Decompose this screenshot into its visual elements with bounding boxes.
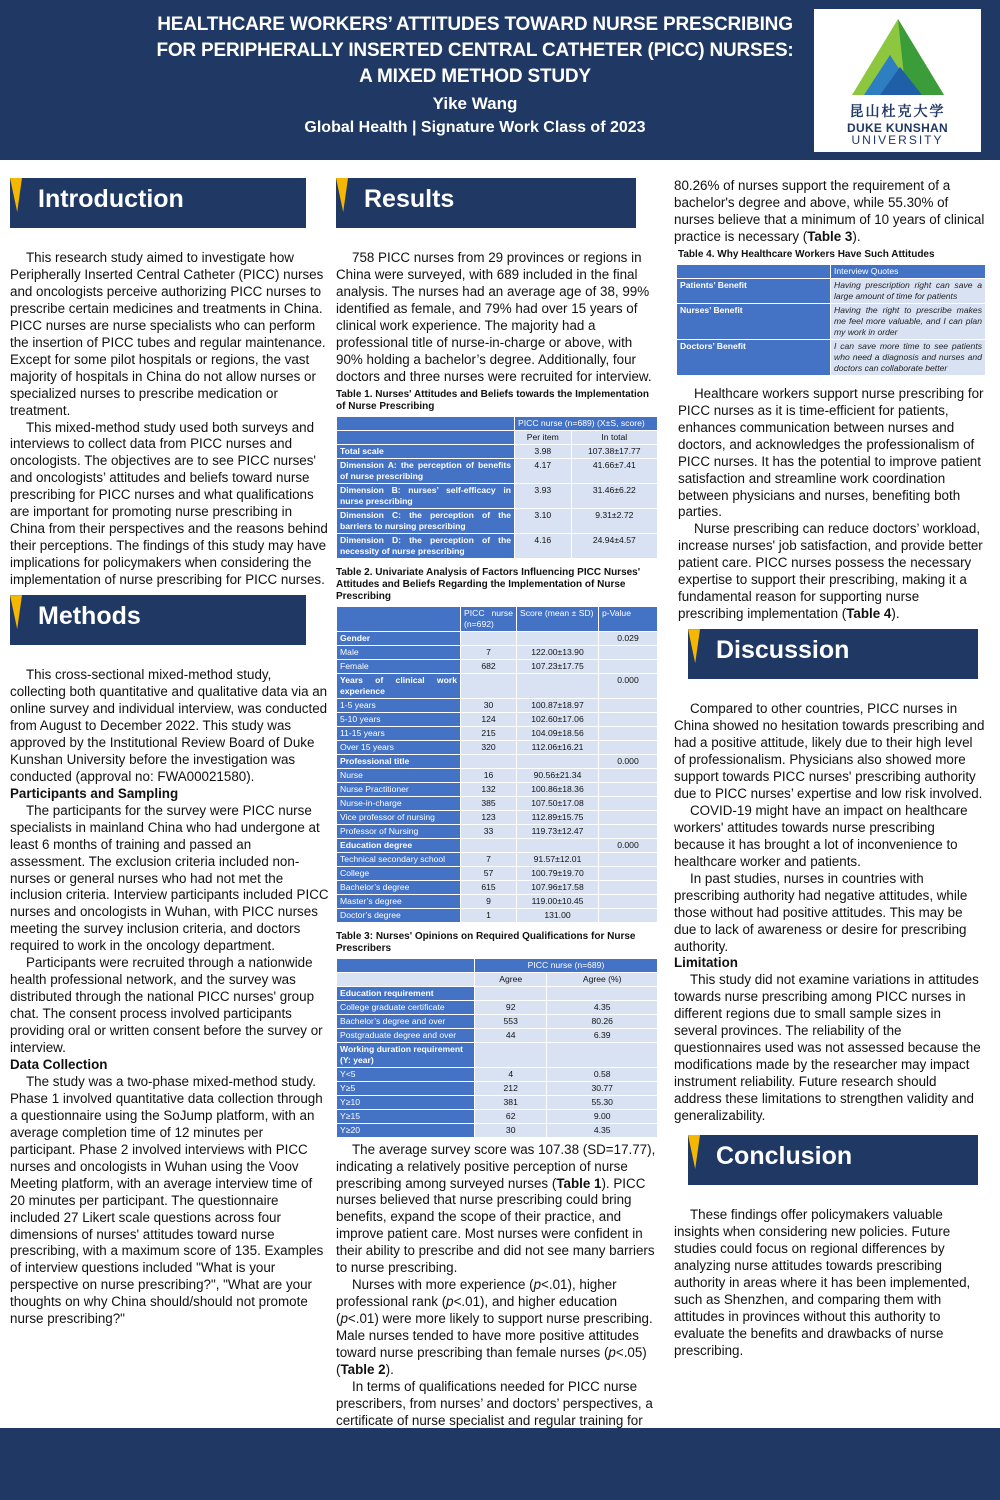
table-cell: 4.35 <box>547 1123 658 1137</box>
accent-triangle-icon <box>688 629 700 663</box>
table-cell: 112.89±15.75 <box>517 810 599 824</box>
table-cell <box>337 606 461 631</box>
table4-caption: Table 4. Why Healthcare Workers Have Such Attitudes <box>678 248 935 260</box>
table-cell: 119.00±10.45 <box>517 894 599 908</box>
table-cell: 30 <box>461 698 517 712</box>
table-cell <box>461 673 517 698</box>
table-row-label: Nurses’ Benefit <box>677 303 831 339</box>
table-cell: 553 <box>475 1014 547 1028</box>
table-row <box>337 754 658 768</box>
table-row <box>337 645 658 659</box>
logo-english-name: DUKE KUNSHAN <box>847 121 948 135</box>
table-cell <box>517 631 599 645</box>
table-row <box>337 908 658 922</box>
results-paragraph: Nurses with more experience (p<.01), higher professional rank (p<.01), and higher education (p<.01) were more likely to support nurse prescribing. Male nurses tended to have more positive attitudes toward nurse prescribing than female nurses (p<.05) (Table 2). <box>336 1277 653 1378</box>
table-cell: Having prescription right can save a large amount of time for patients <box>831 278 986 303</box>
table-row-label: Dimension B: nurses’ self-efficacy in nurse prescribing <box>337 483 515 508</box>
table-cell: 92 <box>475 1000 547 1014</box>
table-cell: 3.98 <box>515 444 572 458</box>
table-cell <box>547 1042 658 1067</box>
table-cell: 107.50±17.08 <box>517 796 599 810</box>
table-row <box>337 1095 658 1109</box>
table-cell: 57 <box>461 866 517 880</box>
table-cell <box>337 972 475 986</box>
table-cell: 3.93 <box>515 483 572 508</box>
table-row <box>337 810 658 824</box>
university-logo <box>814 9 981 152</box>
table-cell: 30.77 <box>547 1081 658 1095</box>
accent-triangle-icon <box>688 1135 700 1169</box>
results-paragraph: 758 PICC nurses from 29 provinces or regions in China were surveyed, with 689 included in the final analysis. The nurses had an average age of 38, 99% identified as female, and 79% had over 15 years of clinical work experience. The majority had a professional title of nurse-in-charge or above, with 90% holding a bachelor’s degree. Additionally, four doctors and three nurses were recruited for interview. <box>336 250 652 384</box>
conclusion-header <box>688 1135 978 1185</box>
table-row <box>337 1123 658 1137</box>
table-cell <box>599 726 658 740</box>
table-row <box>337 712 658 726</box>
table-cell: 90.56±21.34 <box>517 768 599 782</box>
table-row <box>337 796 658 810</box>
table-header: Interview Quotes <box>831 264 986 278</box>
table1 <box>336 416 658 559</box>
table-cell: 31.46±6.22 <box>571 483 657 508</box>
table-row-label: Professor of Nursing <box>337 824 461 838</box>
table-row-label: Nurse Practitioner <box>337 782 461 796</box>
table-cell <box>461 838 517 852</box>
table-cell: 132 <box>461 782 517 796</box>
table-cell <box>599 880 658 894</box>
logo-english-university: UNIVERSITY <box>851 133 944 147</box>
table-row-label: Doctor’s degree <box>337 908 461 922</box>
table-row-label: Nurse <box>337 768 461 782</box>
table-row-label: Technical secondary school <box>337 852 461 866</box>
table-row <box>337 838 658 852</box>
table-cell: 7 <box>461 645 517 659</box>
table-cell: 6.39 <box>547 1028 658 1042</box>
table-row-label: Vice professor of nursing <box>337 810 461 824</box>
table-row-label: Dimension A: the perception of benefits of nurse prescribing <box>337 458 515 483</box>
table-cell: 122.00±13.90 <box>517 645 599 659</box>
table-cell: 0.58 <box>547 1067 658 1081</box>
footer-band <box>0 1428 1000 1500</box>
table-cell: 385 <box>461 796 517 810</box>
table-row-label: Dimension C: the perception of the barriers to nursing prescribing <box>337 508 515 533</box>
table-header: PICC nurse (n=692) <box>461 606 517 631</box>
accent-triangle-icon <box>336 178 348 212</box>
table-cell: 9.31±2.72 <box>571 508 657 533</box>
table-cell: 124 <box>461 712 517 726</box>
results-paragraph: 80.26% of nurses support the requirement of a bachelor's degree and above, while 55.30% of nurses believe that a minimum of 10 years of clinical practice is necessary (Table 3). <box>674 178 985 244</box>
column-right <box>674 178 986 1360</box>
table-cell: 7 <box>461 852 517 866</box>
table-cell: 4 <box>475 1067 547 1081</box>
table-cell: 4.16 <box>515 533 572 558</box>
table-row <box>337 880 658 894</box>
table-row <box>337 659 658 673</box>
table-cell <box>599 852 658 866</box>
methods-paragraph: The study was a two-phase mixed-method study. Phase 1 involved quantitative data collection through a questionnaire using the SoJump platform, with an average completion time of 12 minutes per participant. Phase 2 involved interviews with PICC nurses and oncologists in Wuhan using the Voov Meeting platform, with an average interview time of 20 minutes per participant. The questionnaire included 27 Likert scale questions across four dimensions of nurses' attitudes toward nurse prescribing, with a maximum score of 135. Examples of interview questions included "What is your perspective on nurse prescribing?", "What are your thoughts on why China should/should not promote nurse prescribing?" <box>10 1073 324 1327</box>
table-row-label: Doctors’ Benefit <box>677 339 831 375</box>
introduction-header <box>10 178 306 228</box>
table-row-label: College <box>337 866 461 880</box>
results-paragraph: In terms of qualifications needed for PICC nurse prescribers, from nurses’ and doctors’ perspectives, a certificate of nurse specialist and regular training for <box>336 1378 653 1428</box>
table-row-label: Y≥20 <box>337 1123 475 1137</box>
table-cell <box>599 810 658 824</box>
author-name: Yike Wang <box>432 94 518 113</box>
table-cell: 16 <box>461 768 517 782</box>
table-cell <box>461 631 517 645</box>
poster-header <box>0 0 1000 160</box>
table-row <box>337 533 658 558</box>
table-row <box>337 444 658 458</box>
table-cell: 131.00 <box>517 908 599 922</box>
table-row <box>677 278 986 303</box>
table-row-label: College graduate certificate <box>337 1000 475 1014</box>
table-row <box>337 894 658 908</box>
table-cell: 55.30 <box>547 1095 658 1109</box>
table-row-label: Professional title <box>337 754 461 768</box>
accent-triangle-icon <box>10 178 22 212</box>
conclusion-title: Conclusion <box>716 1141 853 1170</box>
table-cell: 682 <box>461 659 517 673</box>
table-row <box>337 768 658 782</box>
table-cell <box>517 673 599 698</box>
table-cell: 24.94±4.57 <box>571 533 657 558</box>
table-cell <box>475 1042 547 1067</box>
table-cell <box>599 894 658 908</box>
table-cell: 107.23±17.75 <box>517 659 599 673</box>
table-cell <box>599 824 658 838</box>
table-cell <box>599 796 658 810</box>
table-row-label: 11-15 years <box>337 726 461 740</box>
table-row-label: Y<5 <box>337 1067 475 1081</box>
table-row <box>337 1109 658 1123</box>
introduction-paragraph: This mixed-method study used both surveys and interviews to collect data from PICC nurses and oncologists. The objectives are to see PICC nurses' and oncologists’ attitudes and beliefs toward nurse prescribing for PICC nurses and what qualifications are important for promoting nurse prescribing in China from their perspectives and the reasons behind their perceptions. The findings of this study may have implications for policymakers when considering the implementation of nurse prescribing for PICC nurses. <box>10 419 328 588</box>
discussion-header <box>688 629 978 679</box>
table-row <box>677 303 986 339</box>
table-row <box>337 1000 658 1014</box>
table-cell: 104.09±18.56 <box>517 726 599 740</box>
affiliation: Global Health | Signature Work Class of 2023 <box>304 119 646 136</box>
table-header: p-Value <box>599 606 658 631</box>
introduction-title: Introduction <box>38 185 184 213</box>
table-cell: 4.17 <box>515 458 572 483</box>
table-row-label: Nurse-in-charge <box>337 796 461 810</box>
table-row <box>337 698 658 712</box>
table-cell <box>461 754 517 768</box>
table-cell: 107.38±17.77 <box>571 444 657 458</box>
results-paragraph: The average survey score was 107.38 (SD=17.77), indicating a relatively positive perception of nurse prescribing among surveyed nurses (Table 1). PICC nurses believed that nurse prescribing could bring benefits, expand the scope of their practice, and improve patient care. Most nurses were confident in their ability to prescribe and did not see many barriers to nurse prescribing. <box>336 1141 656 1276</box>
table3-caption: Table 3: Nurses' Opinions on Required Qualifications for Nurse Prescribers <box>336 930 636 954</box>
table-cell: 215 <box>461 726 517 740</box>
table-cell: 9 <box>461 894 517 908</box>
table-cell: 123 <box>461 810 517 824</box>
table-row-label: Working duration requirement (Y: year) <box>337 1042 475 1067</box>
table-row <box>337 458 658 483</box>
table-row <box>337 1081 658 1095</box>
table-row <box>337 483 658 508</box>
table-cell: 102.60±17.06 <box>517 712 599 726</box>
table4 <box>676 264 986 376</box>
table-cell <box>599 782 658 796</box>
table-cell: 100.79±19.70 <box>517 866 599 880</box>
table-cell <box>337 958 475 972</box>
table-cell <box>677 264 831 278</box>
table-row <box>337 740 658 754</box>
table-header: Agree (%) <box>547 972 658 986</box>
table-cell: 91.57±12.01 <box>517 852 599 866</box>
table-header: In total <box>571 430 657 444</box>
discussion-title: Discussion <box>716 636 850 665</box>
table-row-label: Bachelor’s degree <box>337 880 461 894</box>
table-cell <box>599 908 658 922</box>
table-row-label: Years of clinical work experience <box>337 673 461 698</box>
discussion-paragraph: COVID-19 might have an impact on healthcare workers' attitudes towards nurse prescribing because it has brought a lot of inconvenience to healthcare worker and patients. <box>674 802 968 869</box>
table-row <box>337 986 658 1000</box>
column-left <box>10 178 330 1328</box>
table-cell: 112.06±16.21 <box>517 740 599 754</box>
table-row-label: Education requirement <box>337 986 475 1000</box>
table-cell: 4.35 <box>547 1000 658 1014</box>
table-row <box>337 726 658 740</box>
table-row-label: Master’s degree <box>337 894 461 908</box>
table-row <box>337 866 658 880</box>
methods-paragraph: The participants for the survey were PICC nurse specialists in mainland China who had undergone at least 6 months of training and passed an assessment. The exclusion criteria included non-nurses or general nurses who had not met the inclusion criteria. Interview participants included PICC nurses and oncologists in Wuhan, with PICC nurses meeting the survey inclusion criteria, and doctors required to work in the oncology department. <box>10 802 329 954</box>
table-cell: 0.000 <box>599 838 658 852</box>
table-row-label: Female <box>337 659 461 673</box>
methods-paragraph: This cross-sectional mixed-method study, collecting both quantitative and qualitative data via an online survey and individual interview, was conducted from August to December 2022. This study was approved by the Institutional Review Board of Duke Kunshan University before the investigation was conducted (approval no: FWA00021580). <box>10 667 328 784</box>
table-cell: 41.66±7.41 <box>571 458 657 483</box>
table-row <box>337 852 658 866</box>
discussion-paragraph: In past studies, nurses in countries with prescribing authority had negative attitudes, while those without had positive attitudes. This may be due to lack of awareness or desire for prescribing authority. <box>674 870 968 954</box>
table-row-label: Y≥5 <box>337 1081 475 1095</box>
table-cell <box>599 698 658 712</box>
table-cell <box>517 754 599 768</box>
table-cell: 0.000 <box>599 754 658 768</box>
table-cell: 0.000 <box>599 673 658 698</box>
results-paragraph: Healthcare workers support nurse prescribing for PICC nurses as it is time-efficient for patients, enhances communication between nurses and doctors, and acknowledges the professionalism of PICC nurses. It has the potential to improve patient satisfaction and streamline work coordination between physicians and nurses, benefiting both parties. <box>678 385 984 520</box>
table-cell: 62 <box>475 1109 547 1123</box>
methods-header <box>10 595 306 645</box>
table-cell <box>599 740 658 754</box>
table2 <box>336 606 658 923</box>
table-header: Agree <box>475 972 547 986</box>
table-cell <box>517 838 599 852</box>
table-cell: Having the right to prescribe makes me feel more valuable, and I can plan my work in order <box>831 303 986 339</box>
table-cell: 320 <box>461 740 517 754</box>
table-header: PICC nurse (n=689) (X±S, score) <box>515 416 658 430</box>
poster-title-block <box>150 12 800 140</box>
table-cell <box>475 986 547 1000</box>
table-row <box>337 1042 658 1067</box>
table2-caption: Table 2. Univariate Analysis of Factors Influencing PICC Nurses' Attitudes and Beliefs Regarding the Implementation of Nurse Prescribing <box>336 566 641 602</box>
data-collection-subheading: Data Collection <box>10 1056 108 1072</box>
table-header: PICC nurse (n=689) <box>475 958 658 972</box>
table-cell: 1 <box>461 908 517 922</box>
table-row-label: Education degree <box>337 838 461 852</box>
table-header: Score (mean ± SD) <box>517 606 599 631</box>
table-row-label: Postgraduate degree and over <box>337 1028 475 1042</box>
introduction-paragraph: This research study aimed to investigate how Peripherally Inserted Central Catheter (PICC) nurses and oncologists perceive authorizing PICC nurses to prescribe certain medicines and treatments in China. PICC nurses are nurse specialists who can perform the insertion of PICC tubes and regular maintenance. Except for some pilot hospitals or regions, the vast majority of hospitals in China do not allow nurses or specialized nurses to prescribe medication or treatment. <box>10 250 326 418</box>
table-cell <box>599 768 658 782</box>
results-paragraph: Nurse prescribing can reduce doctors’ workload, increase nurses' job satisfaction, and provide better patient care. PICC nurses possess the necessary expertise to support their prescribing, making it a fundamental reason for supporting nurse prescribing implementation (Table 4). <box>678 521 983 622</box>
table-cell: 212 <box>475 1081 547 1095</box>
table-cell: 100.87±18.97 <box>517 698 599 712</box>
table-cell: I can save more time to see patients who need a diagnosis and nurses and doctors can collaborate better <box>831 339 986 375</box>
table-cell: 107.96±17.58 <box>517 880 599 894</box>
poster-title-line-3: A MIXED METHOD STUDY <box>359 66 591 87</box>
table-cell: 9.00 <box>547 1109 658 1123</box>
table-row <box>337 1028 658 1042</box>
table-cell <box>599 645 658 659</box>
column-middle <box>336 178 658 1447</box>
methods-title: Methods <box>38 602 141 631</box>
table-cell: 3.10 <box>515 508 572 533</box>
limitation-subheading: Limitation <box>674 955 738 971</box>
table-row <box>337 782 658 796</box>
accent-triangle-icon <box>10 595 22 629</box>
table-row <box>337 631 658 645</box>
poster-title-line-2: FOR PERIPHERALLY INSERTED CENTRAL CATHETER (PICC) NURSES: <box>156 40 794 61</box>
table-row-label: Total scale <box>337 444 515 458</box>
table-row <box>337 1067 658 1081</box>
logo-chinese-name: 昆山杜克大学 <box>849 104 946 120</box>
mountain-logo-icon <box>844 15 952 101</box>
table-row <box>677 339 986 375</box>
table3 <box>336 958 658 1138</box>
table-cell <box>337 416 515 430</box>
table-row <box>337 508 658 533</box>
table-row <box>337 824 658 838</box>
table-cell: 100.86±18.36 <box>517 782 599 796</box>
table-row-label: Gender <box>337 631 461 645</box>
table-row <box>337 1014 658 1028</box>
table-cell <box>599 659 658 673</box>
table-row-label: Y≥10 <box>337 1095 475 1109</box>
table-cell: 30 <box>475 1123 547 1137</box>
table-row-label: 1-5 years <box>337 698 461 712</box>
results-title: Results <box>364 185 455 213</box>
table-row-label: Y≥15 <box>337 1109 475 1123</box>
table-row-label: 5-10 years <box>337 712 461 726</box>
table-cell: 44 <box>475 1028 547 1042</box>
table-row-label: Patients’ Benefit <box>677 278 831 303</box>
participants-subheading: Participants and Sampling <box>10 785 179 801</box>
table-cell: 80.26 <box>547 1014 658 1028</box>
table-row-label: Bachelor’s degree and over <box>337 1014 475 1028</box>
table1-caption: Table 1. Nurses' Attitudes and Beliefs towards the Implementation of Nurse Prescribing <box>336 388 649 412</box>
table-row-label: Male <box>337 645 461 659</box>
conclusion-paragraph: These findings offer policymakers valuable insights when considering new policies. Future studies could focus on regional differences by analyzing nurse attitudes towards prescribing authority in areas where it has been implemented, such as Shenzhen, and comparing them with attitudes in provinces without this authority to evaluate the benefits and drawbacks of nurse prescribing. <box>674 1206 971 1358</box>
discussion-paragraph: Compared to other countries, PICC nurses in China showed no hesitation towards prescribing and had a positive attitude, likely due to their high level of professionalism. Physicians also showed more support towards PICC nurses' prescribing authority due to PICC nurses’ expertise and low risk involved. <box>674 701 985 801</box>
table-cell <box>599 866 658 880</box>
table-row-label: Over 15 years <box>337 740 461 754</box>
results-header <box>336 178 636 228</box>
table-row <box>337 673 658 698</box>
table-cell: 381 <box>475 1095 547 1109</box>
table-cell <box>599 712 658 726</box>
table-header: Per item <box>515 430 572 444</box>
table-cell: 0.029 <box>599 631 658 645</box>
table-cell: 119.73±12.47 <box>517 824 599 838</box>
discussion-paragraph: This study did not examine variations in attitudes towards nurse prescribing among PICC nurses in different regions due to small sample sizes in several provinces. The reliability of the questionnaires used was not assessed because the modifications made by the researcher may impact instrument reliability. Future research should address these limitations to strengthen validity and generalizability. <box>674 972 981 1124</box>
poster-title-line-1: HEALTHCARE WORKERS’ ATTITUDES TOWARD NURSE PRESCRIBING <box>157 14 793 35</box>
table-cell: 33 <box>461 824 517 838</box>
table-row-label: Dimension D: the perception of the necessity of nurse prescribing <box>337 533 515 558</box>
table-cell <box>547 986 658 1000</box>
table-cell: 615 <box>461 880 517 894</box>
methods-paragraph: Participants were recruited through a nationwide health professional network, and the survey was distributed through the national PICC nurses' group chat. The consent process involved participants providing oral or written consent before the survey or interview. <box>10 955 323 1056</box>
table-cell <box>337 430 515 444</box>
